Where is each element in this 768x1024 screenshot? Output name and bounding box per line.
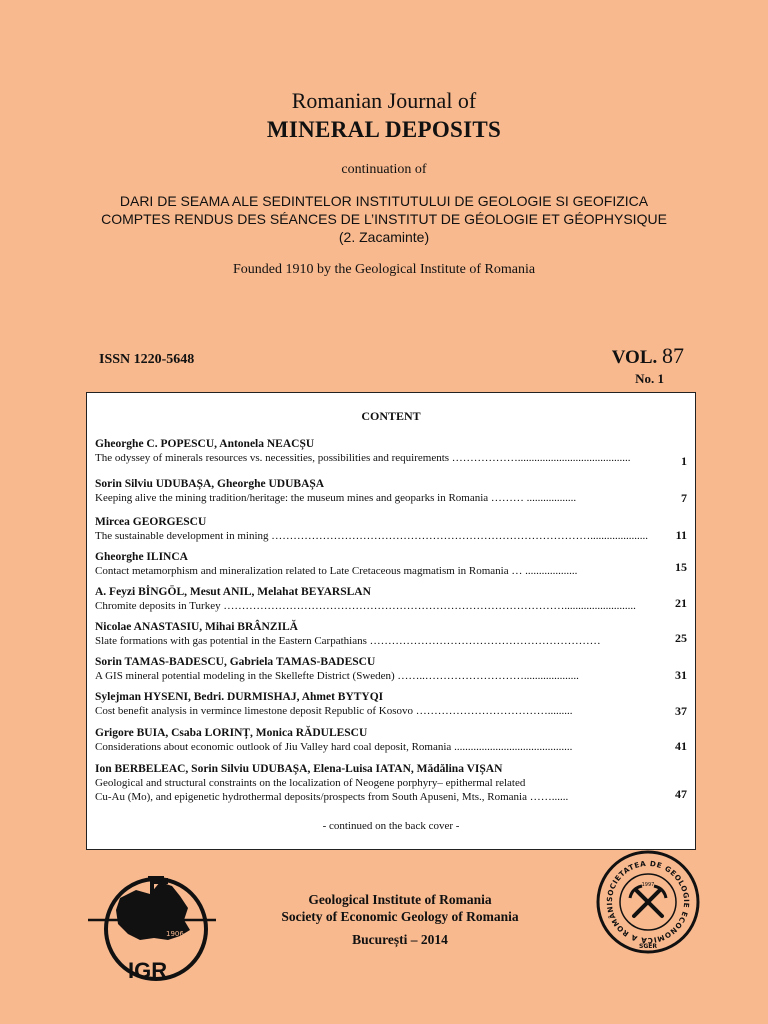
toc-page: 7 xyxy=(681,491,687,505)
toc-entry[interactable] xyxy=(95,585,687,613)
toc-page: 25 xyxy=(675,631,687,645)
founded-line: Founded 1910 by the Geological Institute of Romania xyxy=(232,262,536,277)
toc-authors: Nicolae ANASTASIU, Mihai BRÂNZILĂ xyxy=(95,621,298,633)
toc-title: Considerations about economic outlook of Jiu Valley hard coal deposit, Romania ........................................... xyxy=(95,741,573,753)
igr-year-text: 1906 xyxy=(166,930,184,938)
toc-authors: Mircea GEORGESCU xyxy=(95,516,207,528)
continuation-label: continuation of xyxy=(341,162,427,177)
toc-page: 21 xyxy=(675,596,687,610)
toc-title: The sustainable development in mining ……………………………………………………………………………..................... xyxy=(95,530,649,542)
toc-authors: A. Feyzi BİNGÖL, Mesut ANIL, Melahat BEYARSLAN xyxy=(95,586,371,598)
toc-page: 1 xyxy=(681,454,687,468)
toc-authors: Sorin TAMAS-BADESCU, Gabriela TAMAS-BADESCU xyxy=(95,656,376,668)
institute-name: Geological Institute of Romania xyxy=(308,892,492,907)
toc-entry[interactable] xyxy=(95,726,687,754)
volume xyxy=(612,343,684,369)
igr-logo xyxy=(88,874,218,989)
toc-title-continued: Cu-Au (Mo), and epigenetic hydrothermal deposits/prospects from South Apuseni, Mts., Romania ……...... xyxy=(95,791,569,803)
toc-authors: Sylejman HYSENI, Bedri. DURMISHAJ, Ahmet BYTYQI xyxy=(95,691,384,703)
contents-heading: CONTENT xyxy=(361,409,421,423)
toc-page: 41 xyxy=(675,739,687,753)
society-name: Society of Economic Geology of Romania xyxy=(281,909,519,924)
toc-title: A GIS mineral potential modeling in the Skellefte District (Sweden) ……..……………………….................... xyxy=(95,670,579,682)
toc-entry[interactable] xyxy=(95,655,687,683)
toc-page: 47 xyxy=(675,787,687,801)
toc-title: Cost benefit analysis in vermince limestone deposit Republic of Kosovo ………………………………......... xyxy=(95,705,573,717)
toc-authors: Grigore BUIA, Csaba LORINȚ, Monica RĂDULESCU xyxy=(95,727,368,739)
toc-authors: Ion BERBELEAC, Sorin Silviu UDUBAȘA, Elena-Luisa IATAN, Mădălina VIȘAN xyxy=(95,763,503,775)
toc-page: 11 xyxy=(675,528,687,542)
igr-text: IGR xyxy=(128,958,168,983)
toc-entry[interactable] xyxy=(95,690,687,718)
toc-page: 15 xyxy=(675,560,687,574)
toc-entry[interactable] xyxy=(95,550,687,578)
journal-title: MINERAL DEPOSITS xyxy=(266,117,502,142)
continued-note: - continued on the back cover - xyxy=(322,820,460,832)
journal-subtitle: Romanian Journal of xyxy=(291,88,477,113)
toc-title: Contact metamorphism and mineralization related to Late Cretaceous magmatism in Romania … ................... xyxy=(95,565,578,577)
volume-number: 87 xyxy=(662,343,684,368)
toc-title: Keeping alive the mining tradition/heritage: the museum mines and geoparks in Romania ……… .................. xyxy=(95,492,577,504)
predecessor-series: (2. Zacaminte) xyxy=(338,229,430,245)
predecessor-title-fr: COMPTES RENDUS DES SÉANCES DE L’INSTITUT DE GÉOLOGIE ET GÉOPHYSIQUE xyxy=(101,211,667,227)
table-of-contents xyxy=(86,392,696,850)
toc-title: Slate formations with gas potential in the Eastern Carpathians ……………………………………………………… xyxy=(95,635,601,647)
toc-authors: Gheorghe C. POPESCU, Antonela NEACȘU xyxy=(95,438,315,450)
society-seal xyxy=(594,848,702,961)
seal-ring-text: SOCIETATEA DE GEOLOGIE ECONOMICĂ A ROMÂNI xyxy=(604,858,692,946)
toc-entry[interactable] xyxy=(95,620,687,648)
toc-entry[interactable] xyxy=(95,477,687,505)
predecessor-title-ro: DARI DE SEAMA ALE SEDINTELOR INSTITUTULUI DE GEOLOGIE SI GEOFIZICA xyxy=(119,193,649,209)
toc-authors: Gheorghe ILINCA xyxy=(95,551,188,563)
issn: ISSN 1220-5648 xyxy=(99,352,195,367)
volume-label: VOL. xyxy=(611,347,658,368)
toc-title: Chromite deposits in Turkey ………………………………………………………………………………….......................... xyxy=(95,600,636,612)
toc-entry[interactable] xyxy=(95,762,687,804)
toc-title: The odyssey of minerals resources vs. necessities, possibilities and requirements ………………......................................... xyxy=(95,452,631,464)
toc-page: 37 xyxy=(675,704,687,718)
toc-page: 31 xyxy=(675,668,687,682)
toc-authors: Sorin Silviu UDUBAȘA, Gheorghe UDUBAȘA xyxy=(95,478,325,490)
seal-abbrev-text: SGER xyxy=(639,943,657,950)
toc-entry[interactable] xyxy=(95,515,687,543)
seal-year-text: 1997 xyxy=(641,882,655,888)
toc-entry[interactable] xyxy=(95,437,687,468)
place-year: București – 2014 xyxy=(352,932,448,947)
toc-title: Geological and structural constraints on the localization of Neogene porphyry– epithermal related xyxy=(95,777,526,789)
issue-number: No. 1 xyxy=(635,371,664,386)
